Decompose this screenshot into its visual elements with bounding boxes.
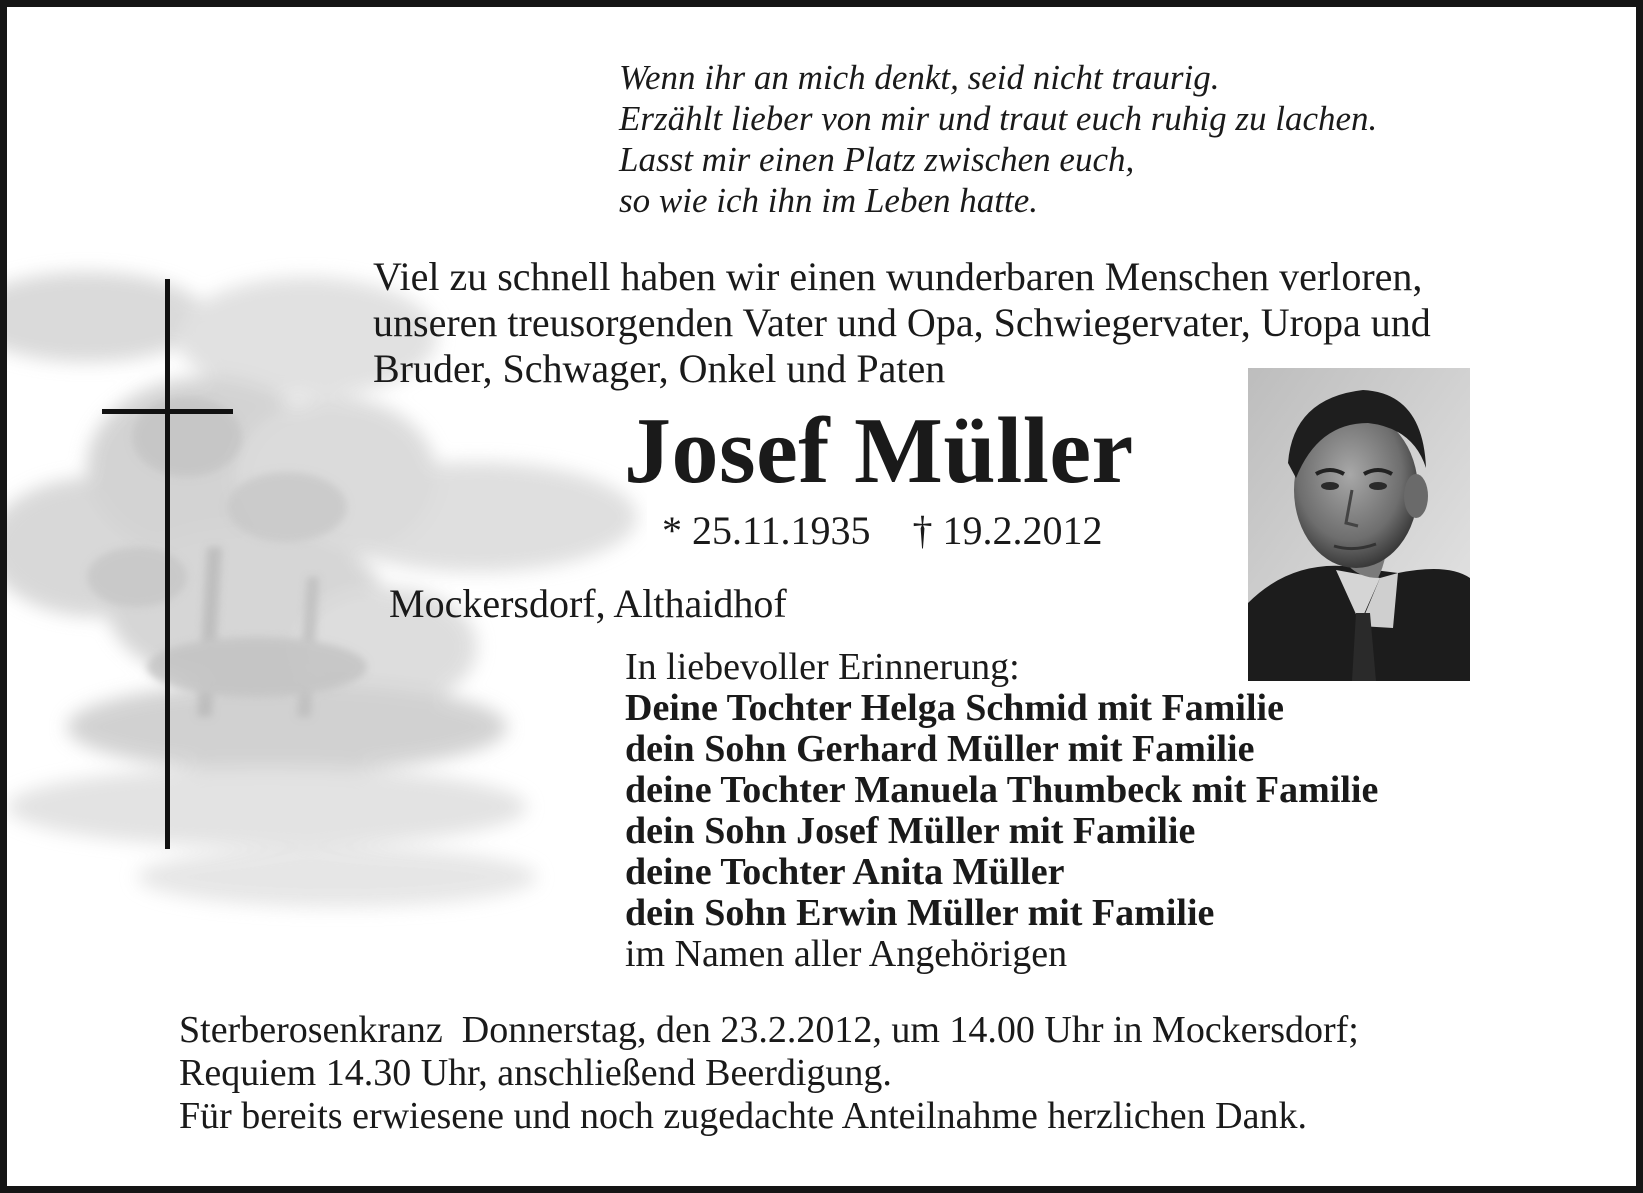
intro-line: Bruder, Schwager, Onkel und Paten <box>373 346 946 391</box>
family-heading: In liebevoller Erinnerung: <box>625 646 1020 688</box>
life-dates <box>662 508 1103 554</box>
place: Mockersdorf, Althaidhof <box>389 581 787 626</box>
mourners-list <box>625 688 1378 934</box>
poem-line: Wenn ihr an mich denkt, seid nicht traurig. <box>619 58 1220 97</box>
birth-date: * 25.11.1935 <box>662 508 871 553</box>
closing-line: Requiem 14.30 Uhr, anschließend Beerdigung. <box>179 1052 892 1094</box>
mourner: dein Sohn Josef Müller mit Familie <box>625 810 1196 852</box>
mourner: Deine Tochter Helga Schmid mit Familie <box>625 687 1284 729</box>
intro-line: Viel zu schnell haben wir einen wunderbaren Menschen verloren, <box>373 254 1423 299</box>
closing-text <box>179 1009 1359 1138</box>
poem-line: so wie ich ihn im Leben hatte. <box>619 181 1038 220</box>
poem-line: Lasst mir einen Platz zwischen euch, <box>619 140 1135 179</box>
mourner: dein Sohn Erwin Müller mit Familie <box>625 892 1215 934</box>
closing-line: Für bereits erwiesene und noch zugedachte Anteilnahme herzlichen Dank. <box>179 1095 1307 1137</box>
death-date: † 19.2.2012 <box>912 508 1103 553</box>
family-footer: im Namen aller Angehörigen <box>625 933 1068 975</box>
intro-line: unseren treusorgenden Vater und Opa, Schwiegervater, Uropa und <box>373 300 1431 345</box>
mourner: deine Tochter Anita Müller <box>625 851 1065 893</box>
poem-line: Erzählt lieber von mir und traut euch ruhig zu lachen. <box>619 99 1378 138</box>
closing-line: Sterberosenkranz Donnerstag, den 23.2.2012, um 14.00 Uhr in Mockersdorf; <box>179 1009 1359 1051</box>
cross-icon <box>102 279 237 849</box>
mourner: deine Tochter Manuela Thumbeck mit Familie <box>625 769 1379 811</box>
mourner: dein Sohn Gerhard Müller mit Familie <box>625 728 1255 770</box>
family-section <box>625 647 1378 975</box>
poem <box>619 57 1377 221</box>
deceased-name: Josef Müller <box>624 399 1134 503</box>
portrait-photo <box>1248 368 1470 681</box>
